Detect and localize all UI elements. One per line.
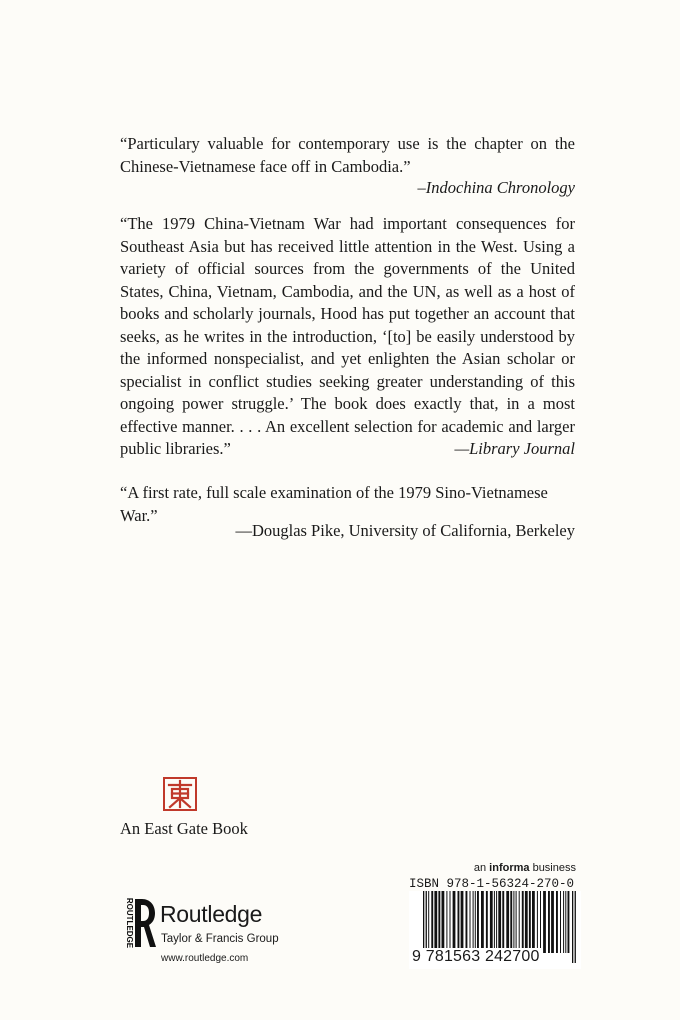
publisher-url[interactable]: www.routledge.com	[161, 953, 249, 964]
barcode-bar	[556, 891, 558, 953]
review-quote-library-journal: “The 1979 China-Vietnam War had important consequences for Southeast Asia but has received little attention in the West. Using a variety of official sources from the governments of the United States, China, Vietnam, Cambodia, and the UN, as well as a host of books and scholarly journals, Hood has put together an account that seeks, as he writes in the introduction, ‘[to] be easily understood by the informed nonspecialist, and yet enlighten the Asian scholar or specialist in conflict studies seeking greater understanding of this ongoing power struggle.’ The book does exactly that, in a most effective manner. . . . An excellent selection for academic and larger public libraries.”	[120, 214, 575, 458]
barcode-bar	[522, 891, 524, 953]
attribution-douglas-pike: —Douglas Pike, University of California, Berkeley	[235, 521, 575, 540]
barcode-bar	[442, 891, 445, 953]
routledge-r-icon	[118, 893, 156, 953]
publisher-name: Routledge	[160, 901, 263, 927]
barcode-bar	[575, 891, 576, 963]
barcode-bar	[525, 891, 528, 953]
publisher-group: Taylor & Francis Group	[161, 933, 279, 945]
barcode-bar	[513, 891, 514, 953]
isbn-barcode	[409, 891, 581, 969]
barcode-bar	[532, 891, 535, 953]
barcode-bar	[537, 891, 538, 953]
barcode-bar	[506, 891, 509, 953]
barcode-bar	[502, 891, 504, 953]
informa-brand: informa	[489, 862, 530, 874]
review-quote-douglas-pike: “A first rate, full scale examination of the 1979 Sino-Vietnamese War.”	[120, 483, 548, 525]
barcode-bar	[540, 891, 541, 953]
barcode-bar	[475, 891, 476, 953]
barcode-bar	[529, 891, 531, 953]
barcode-bar	[490, 891, 493, 953]
barcode-bar	[543, 891, 546, 953]
barcode-bar	[560, 891, 561, 953]
informa-business-tagline	[474, 861, 576, 875]
barcode-digits: 9 781563 242700	[412, 948, 540, 965]
attribution-library-journal: —Library Journal	[454, 439, 575, 458]
barcode-bar	[470, 891, 471, 953]
barcode-bar	[431, 891, 433, 953]
informa-suffix: business	[529, 862, 576, 874]
east-gate-seal-icon	[162, 776, 198, 812]
svg-text:ROUTLEDGE: ROUTLEDGE	[125, 897, 134, 949]
isbn-number: ISBN 978-1-56324-270-0	[409, 877, 575, 891]
barcode-bar	[453, 891, 456, 953]
barcode-bar	[519, 891, 520, 953]
barcode-bar	[428, 891, 429, 953]
barcode-bar	[510, 891, 512, 953]
barcode-bar	[565, 891, 566, 953]
barcode-bar	[572, 891, 573, 963]
barcode-bar	[494, 891, 495, 953]
barcode-bar	[568, 891, 570, 953]
attribution-indochina-chronology: –Indochina Chronology	[417, 178, 575, 197]
barcode-bar	[486, 891, 488, 953]
barcode-bar	[551, 891, 554, 953]
informa-prefix: an	[473, 862, 490, 874]
barcode-bar	[477, 891, 479, 953]
barcode-bar	[450, 891, 451, 953]
barcode-bar	[481, 891, 484, 953]
east-gate-book-label: An East Gate Book	[120, 819, 248, 838]
barcode-bar	[458, 891, 460, 953]
barcode-bar	[473, 891, 474, 953]
barcode-bar	[563, 891, 564, 953]
barcode-bar	[548, 891, 550, 953]
barcode-bar	[461, 891, 464, 953]
barcode-bar	[434, 891, 437, 953]
barcode-bar	[496, 891, 497, 953]
barcode-bar	[498, 891, 501, 953]
barcode-bar	[438, 891, 440, 953]
barcode-bar	[446, 891, 447, 953]
barcode-bar	[516, 891, 517, 953]
barcode-bar	[466, 891, 468, 953]
review-quote-indochina: “Particulary valuable for contemporary use is the chapter on the Chinese-Vietnamese face off in Cambodia.”	[120, 134, 575, 176]
